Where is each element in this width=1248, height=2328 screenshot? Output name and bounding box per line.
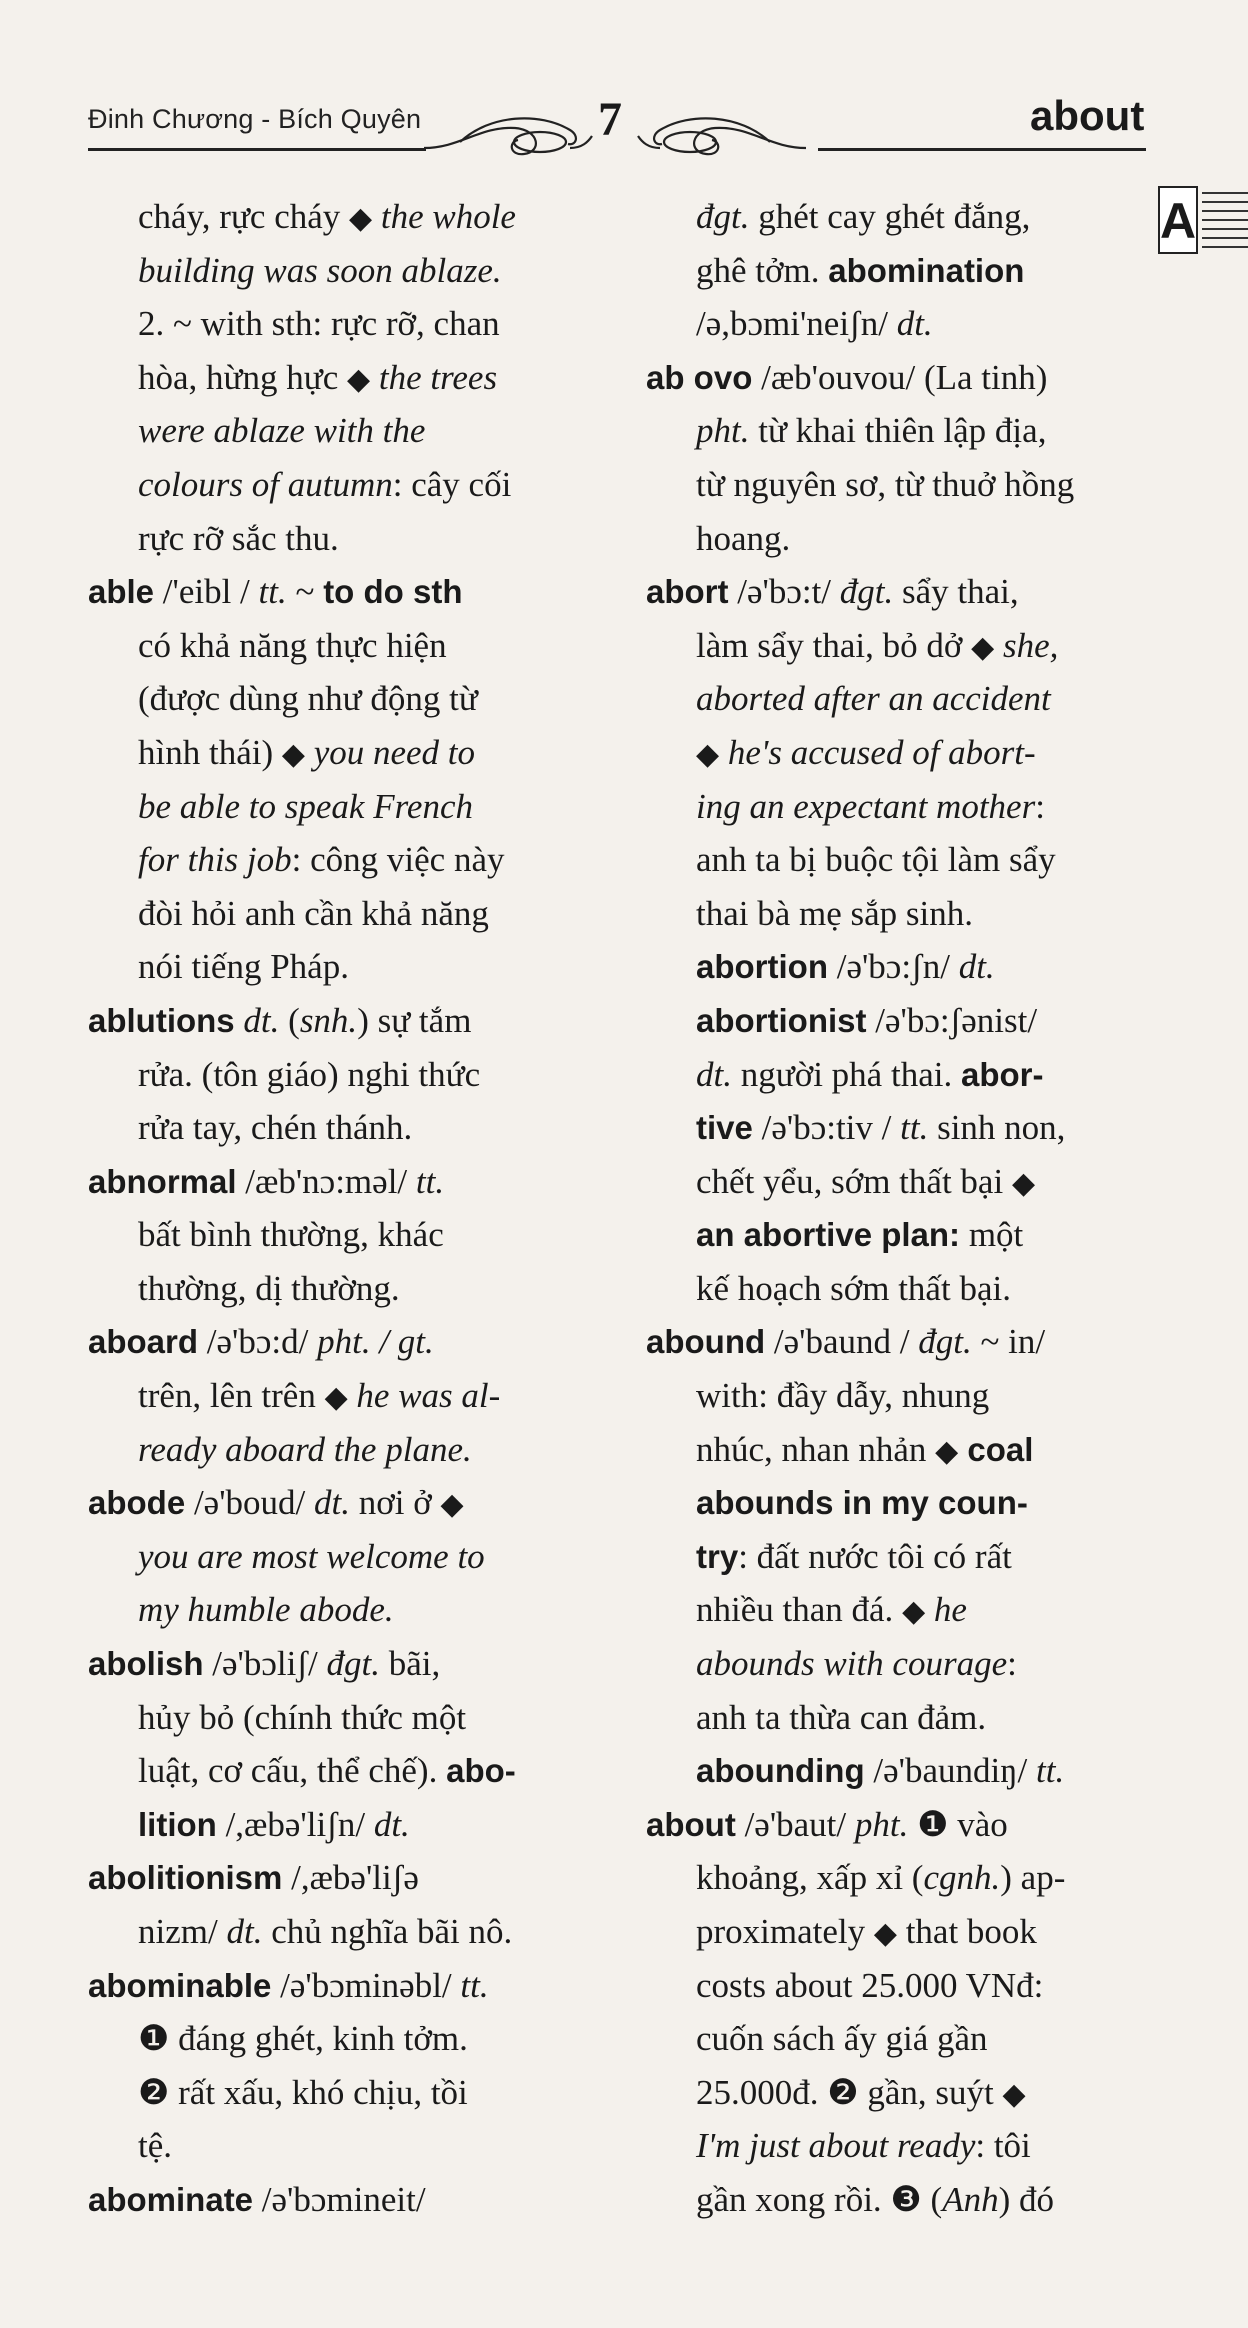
headword: abomination (828, 251, 1025, 289)
left-column-line (88, 619, 602, 673)
right-column-line (646, 512, 1146, 566)
body-text: chủ nghĩa bãi nô. (262, 1912, 513, 1951)
body-text: tệ. (138, 2126, 173, 2166)
italic-text: the whole (372, 197, 516, 236)
italic-text: you are most welcome to (138, 1536, 485, 1576)
left-column-line (88, 244, 602, 298)
left-column-line (88, 1798, 602, 1852)
right-column (646, 190, 1146, 2227)
body-text: /ə'baut/ (735, 1804, 855, 1844)
page-header (0, 0, 1248, 170)
right-column-line (646, 1691, 1146, 1745)
body-text: cháy, rực cháy (138, 197, 350, 236)
body-text: chết yểu, sớm thất bại (696, 1161, 1012, 1201)
left-column-line (88, 512, 602, 566)
right-column-line (646, 833, 1146, 887)
body-text: /ə'bɔ:ʃənist/ (866, 1000, 1038, 1040)
italic-text: my humble abode. (138, 1590, 394, 1630)
right-column-line (646, 1905, 1146, 1959)
body-text: ) đó (998, 2179, 1054, 2219)
body-text: rực rỡ sắc thu. (138, 518, 339, 558)
body-text: ) ap- (1000, 1858, 1066, 1898)
body-text: ❶ đáng ghét, kinh tởm. (138, 2019, 468, 2059)
body-text: that book (896, 1912, 1037, 1951)
italic-text: for this job (138, 840, 292, 880)
left-column-line (88, 833, 602, 887)
left-column-line (88, 458, 602, 512)
body-text: /ə'baund / (765, 1322, 919, 1362)
italic-text: she, (994, 625, 1059, 665)
left-column-line (88, 1744, 602, 1798)
body-text: : (1035, 786, 1045, 826)
right-column-line (646, 1101, 1146, 1155)
headword: ablutions (88, 1001, 235, 1039)
body-text: /æb'ouvou/ (La tinh) (752, 357, 1048, 397)
body-text: anh ta bị buộc tội làm sẩy (696, 840, 1056, 880)
right-column-line (646, 2173, 1146, 2227)
body-text: nơi ở (349, 1483, 441, 1523)
body-text: ❶ vào (908, 1804, 1008, 1844)
left-column-line (88, 887, 602, 941)
body-text: trên, lên trên (138, 1376, 325, 1416)
body-text: bất bình thường, khác (138, 1215, 444, 1255)
body-text: : tôi (975, 2126, 1031, 2166)
italic-text: ready aboard the plane. (138, 1429, 472, 1469)
italic-text: he was al- (347, 1376, 501, 1416)
body-text: một (960, 1215, 1024, 1255)
right-column-line (646, 1798, 1146, 1852)
left-column-line (88, 1691, 602, 1745)
italic-text: you need to (304, 732, 476, 772)
diamond-bullet-icon: ◆ (696, 737, 720, 771)
body-text: khoảng, xấp xỉ ( (696, 1858, 924, 1898)
italic-text: aborted after an accident (696, 679, 1051, 719)
right-column-line (646, 1208, 1146, 1262)
italic-text: dt. (958, 947, 995, 987)
body-text: /'eibl / (154, 572, 259, 612)
body-text: : cây cối (392, 464, 512, 504)
headword: abominate (88, 2180, 254, 2218)
body-text: : đất nước tôi có rất (738, 1536, 1012, 1576)
body-text: đòi hỏi anh cần khả năng (138, 893, 489, 933)
italic-text: tt. (1036, 1751, 1065, 1791)
body-text: /ə'bɔmineit/ (253, 2179, 426, 2219)
italic-text: pht. (696, 411, 750, 451)
body-text: kế hoạch sớm thất bại. (696, 1268, 1011, 1308)
body-text: anh ta thừa can đảm. (696, 1697, 987, 1737)
right-column-line (646, 1851, 1146, 1905)
body-text: ghê tởm. (696, 250, 829, 290)
italic-text: dt. (226, 1912, 263, 1951)
left-column-line (88, 2066, 602, 2120)
diamond-bullet-icon: ◆ (281, 737, 305, 771)
italic-text: cgnh. (923, 1858, 1001, 1898)
left-column-line (88, 1476, 602, 1530)
italic-text: pht. / gt. (317, 1322, 434, 1362)
body-text: hình thái) (138, 732, 282, 772)
diamond-bullet-icon: ◆ (1002, 2077, 1026, 2111)
headword: abort (646, 573, 729, 611)
italic-text: he (925, 1590, 967, 1630)
italic-text: the trees (370, 357, 498, 397)
body-text: hòa, hừng hực (138, 357, 348, 397)
italic-text: tt. (415, 1161, 445, 1201)
headword: able (88, 573, 155, 611)
diamond-bullet-icon: ◆ (324, 1381, 348, 1415)
right-column-line (646, 1583, 1146, 1637)
left-column-line (88, 1369, 602, 1423)
right-column-line (646, 994, 1146, 1048)
body-text: nizm/ (138, 1912, 227, 1951)
italic-text: đgt. (918, 1322, 972, 1362)
body-text: /ə'bɔminəbl/ (271, 1965, 461, 2005)
headword: about (646, 1805, 736, 1843)
body-text: từ nguyên sơ, từ thuở hồng (696, 464, 1075, 504)
body-text: 25.000đ. ❷ gần, suýt (696, 2072, 1003, 2112)
right-column-line (646, 190, 1146, 244)
left-column-line (88, 2119, 602, 2173)
italic-text: building was soon ablaze. (138, 250, 502, 290)
headword: abortion (696, 948, 828, 986)
right-column-line (646, 619, 1146, 673)
italic-text: dt. (696, 1054, 732, 1094)
right-column-line (646, 297, 1146, 351)
headword: abortionist (696, 1001, 867, 1039)
right-column-line (646, 404, 1146, 458)
body-text: hủy bỏ (chính thức một (138, 1697, 467, 1737)
body-text: : công việc này (291, 840, 505, 880)
body-text: /ə,bɔmi'neiʃn/ (696, 304, 897, 344)
right-column-line (646, 1315, 1146, 1369)
left-column-line (88, 1530, 602, 1584)
headword: lition (138, 1805, 217, 1843)
italic-text: tt. (460, 1965, 489, 2005)
body-text: ) sự tắm (357, 1000, 472, 1040)
left-column-line (88, 780, 602, 834)
body-text: with: đầy dẫy, nhung (696, 1376, 990, 1416)
diamond-bullet-icon: ◆ (902, 1595, 926, 1629)
diamond-bullet-icon: ◆ (347, 362, 371, 396)
left-column (88, 190, 602, 2227)
italic-text: Anh (942, 2179, 999, 2219)
right-column-line (646, 780, 1146, 834)
body-text: rửa. (tôn giáo) nghi thức (138, 1054, 481, 1094)
right-column-line (646, 2119, 1146, 2173)
body-text: rửa tay, chén thánh. (138, 1108, 413, 1148)
headword: to do sth (323, 573, 463, 611)
left-column-line (88, 2012, 602, 2066)
body-text: /ə'bɔ:t/ (728, 572, 840, 612)
headword: abor- (960, 1055, 1044, 1093)
body-text: người phá thai. (731, 1054, 961, 1094)
italic-text: he's accused of abort- (719, 732, 1036, 772)
body-text: ~ (286, 572, 324, 612)
body-text: proximately (696, 1912, 874, 1951)
left-column-line (88, 1208, 602, 1262)
italic-text: dt. (234, 1000, 280, 1040)
italic-text: pht. (854, 1804, 909, 1844)
headword: abominable (88, 1966, 272, 2004)
headword: ab ovo (646, 358, 753, 396)
body-text: bãi, (379, 1644, 441, 1684)
body-text: /ə'bɔ:ʃn/ (827, 947, 959, 987)
right-column-line (646, 1744, 1146, 1798)
italic-text: I'm just about ready (696, 2126, 976, 2166)
left-column-line (88, 297, 602, 351)
headword: an abortive plan: (696, 1216, 961, 1254)
body-text: nhúc, nhan nhản (696, 1429, 936, 1469)
body-text: /ə'bɔ:tiv / (752, 1108, 901, 1148)
italic-text: be able to speak French (138, 786, 473, 826)
right-column-line (646, 2012, 1146, 2066)
italic-text: dt. (896, 304, 933, 344)
right-column-line (646, 1530, 1146, 1584)
body-text: sẩy thai, (893, 572, 1019, 612)
headword: abode (88, 1484, 186, 1522)
page-number: 7 (598, 93, 622, 146)
body-text: nói tiếng Pháp. (138, 947, 349, 987)
body-text: sinh non, (928, 1108, 1066, 1148)
right-column-line (646, 940, 1146, 994)
body-text: thai bà mẹ sắp sinh. (696, 893, 974, 933)
italic-text: were ablaze with the (138, 411, 426, 451)
italic-text: đgt. (326, 1644, 380, 1684)
left-column-line (88, 1262, 602, 1316)
italic-text: dt. (373, 1804, 410, 1844)
right-column-line (646, 565, 1146, 619)
headword: coal (958, 1430, 1034, 1468)
body-text: hoang. (696, 518, 791, 558)
left-column-line (88, 1583, 602, 1637)
left-column-line (88, 565, 602, 619)
right-column-line (646, 1423, 1146, 1477)
right-column-line (646, 1048, 1146, 1102)
left-column-line (88, 1851, 602, 1905)
headword: aboard (88, 1323, 199, 1361)
right-column-line (646, 672, 1146, 726)
headword: abounding (696, 1752, 865, 1790)
left-column-line (88, 672, 602, 726)
body-text: /ə'bɔliʃ/ (203, 1644, 327, 1684)
diamond-bullet-icon: ◆ (971, 630, 995, 664)
left-column-line (88, 726, 602, 780)
diamond-bullet-icon: ◆ (440, 1488, 464, 1522)
right-column-line (646, 458, 1146, 512)
headword: abounds in my coun- (696, 1484, 1028, 1522)
headword: abolitionism (88, 1859, 283, 1897)
body-text: 2. ~ with sth: rực rỡ, chan (138, 304, 500, 344)
left-column-line (88, 1048, 602, 1102)
body-text: ❷ rất xấu, khó chịu, tồi (138, 2072, 468, 2112)
body-text: /ə'bɔ:d/ (198, 1322, 318, 1362)
diamond-bullet-icon: ◆ (873, 1917, 897, 1950)
headword: abolish (88, 1645, 204, 1683)
body-text: cuốn sách ấy giá gần (696, 2019, 988, 2059)
italic-text: ing an expectant mother (696, 786, 1036, 826)
body-text: (được dùng như động từ (138, 679, 478, 719)
italic-text: dt. (313, 1483, 350, 1523)
body-text: /æb'nɔ:məl/ (236, 1161, 416, 1201)
italic-text: snh. (299, 1000, 358, 1040)
thumb-lines-icon (1202, 192, 1248, 255)
body-text: ( (279, 1000, 300, 1040)
italic-text: đgt. (696, 197, 750, 236)
headword: abnormal (88, 1162, 237, 1200)
body-text: thường, dị thường. (138, 1268, 400, 1308)
body-text: gần xong rồi. ❸ ( (696, 2179, 943, 2219)
left-column-line (88, 1101, 602, 1155)
body-text: /ə'baundiŋ/ (864, 1751, 1037, 1791)
right-column-line (646, 1637, 1146, 1691)
left-column-line (88, 1155, 602, 1209)
italic-text: colours of autumn (138, 464, 393, 504)
right-column-line (646, 2066, 1146, 2120)
headword: abound (646, 1323, 766, 1361)
italic-text: đgt. (839, 572, 894, 612)
italic-text: tt. (900, 1108, 929, 1148)
guide-word: about (1030, 92, 1145, 139)
running-head-authors: Đinh Chương - Bích Quyên (88, 104, 422, 134)
left-column-line (88, 1637, 602, 1691)
right-column-line (646, 726, 1146, 780)
body-text: nhiều than đá. (696, 1590, 903, 1630)
left-column-line (88, 1959, 602, 2013)
body-text: : (1007, 1644, 1017, 1684)
right-column-line (646, 1262, 1146, 1316)
italic-text: abounds with courage (696, 1644, 1008, 1684)
left-column-line (88, 994, 602, 1048)
left-column-line (88, 2173, 602, 2227)
left-column-line (88, 1315, 602, 1369)
left-column-line (88, 940, 602, 994)
thumb-letter: A (1158, 186, 1198, 254)
body-text: từ khai thiên lập địa, (749, 411, 1047, 451)
header-rule-right (818, 148, 1146, 151)
right-column-line (646, 1155, 1146, 1209)
body-text: luật, cơ cấu, thể chế). (138, 1751, 447, 1791)
diamond-bullet-icon: ◆ (1011, 1166, 1036, 1200)
header-rule-left (88, 148, 426, 151)
body-text: làm sẩy thai, bỏ dở (696, 625, 972, 665)
body-text: ~ in/ (971, 1322, 1046, 1362)
headword: tive (696, 1109, 753, 1147)
body-text: có khả năng thực hiện (138, 625, 447, 665)
diamond-bullet-icon: ◆ (935, 1434, 959, 1468)
left-column-line (88, 1905, 602, 1959)
body-text: /,æbə'liʃn/ (216, 1804, 374, 1844)
right-column-line (646, 1959, 1146, 2013)
right-column-line (646, 351, 1146, 405)
left-column-line (88, 404, 602, 458)
left-column-line (88, 351, 602, 405)
right-column-line (646, 887, 1146, 941)
italic-text: tt. (258, 572, 287, 612)
body-text: /ə'boud/ (185, 1483, 314, 1523)
headword: try (696, 1537, 739, 1575)
right-column-line (646, 244, 1146, 298)
body-text: ghét cay ghét đắng, (749, 197, 1031, 236)
right-column-line (646, 1476, 1146, 1530)
diamond-bullet-icon: ◆ (349, 202, 373, 235)
left-column-line (88, 1423, 602, 1477)
body-text: costs about 25.000 VNđ: (696, 1965, 1044, 2005)
headword: abo- (446, 1752, 516, 1790)
left-column-line (88, 190, 602, 244)
body-text: /,æbə'liʃə (282, 1858, 419, 1898)
right-column-line (646, 1369, 1146, 1423)
letter-thumb-tab (1158, 186, 1248, 254)
